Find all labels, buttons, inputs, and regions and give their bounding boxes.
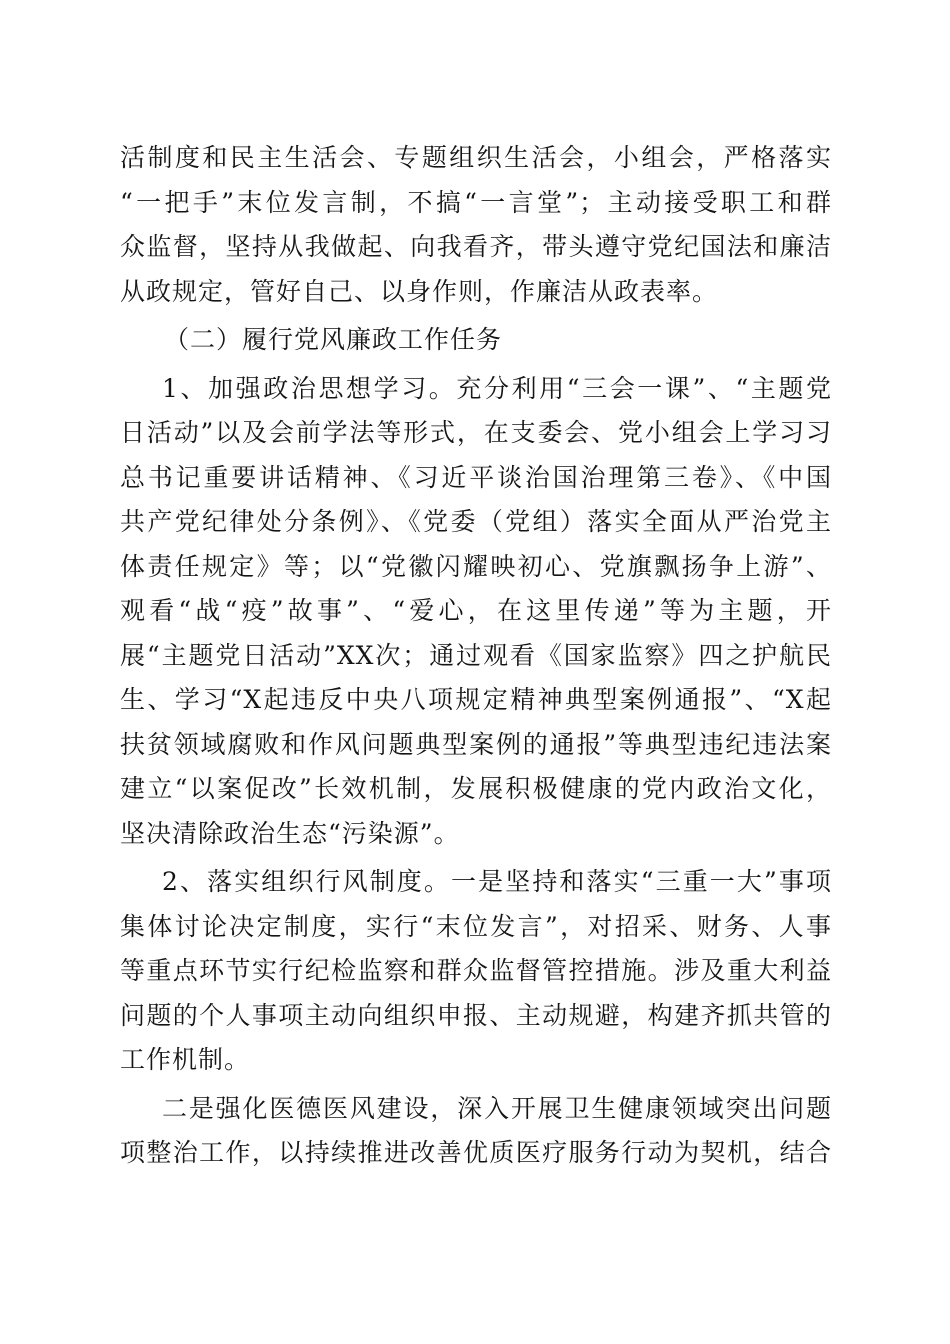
text-line: 项整治工作，以持续推进改善优质医疗服务行动为契机，结合 (120, 1138, 832, 1167)
document-body (120, 136, 832, 1180)
paragraph-item-1 (120, 367, 832, 857)
text-line: 生、学习“X起违反中央八项规定精神典型案例通报”、“X起 (120, 685, 832, 714)
text-line: 体责任规定》等；以“党徽闪耀映初心、党旗飘扬争上游”、 (120, 551, 832, 581)
paragraph-item-2-sub (120, 1087, 832, 1176)
text-line: 从政规定，管好自己、以身作则，作廉洁从政表率。 (120, 276, 719, 306)
text-line: “一把手”末位发言制，不搞“一言堂”；主动接受职工和群 (120, 187, 832, 217)
text-line: 等重点环节实行纪检监察和群众监督管控措施。涉及重大利益 (120, 956, 832, 985)
text-line: 二是强化医德医风建设，深入开展卫生健康领域突出问题 (162, 1093, 832, 1123)
text-line: 集体讨论决定制度，实行“末位发言”，对招采、财务、人事 (120, 911, 832, 941)
text-line: 扶贫领域腐败和作风问题典型案例的通报”等典型违纪违法案 (120, 729, 832, 759)
text-line: 日活动”以及会前学法等形式，在支委会、党小组会上学习习 (120, 418, 832, 447)
text-line: 总书记重要讲话精神、《习近平谈治国治理第三卷》、《中国 (120, 462, 832, 492)
text-line: 工作机制。 (120, 1045, 251, 1074)
text-line: 问题的个人事项主动向组织申报、主动规避，构建齐抓共管的 (120, 1000, 832, 1030)
text-line: 展“主题党日活动”XX次；通过观看《国家监察》四之护航民 (120, 640, 832, 670)
text-line: 活制度和民主生活会、专题组织生活会，小组会，严格落实 (120, 143, 832, 172)
section-heading: （二）履行党风廉政工作任务 (164, 325, 503, 354)
text-line: 共产党纪律处分条例》、《党委（党组）落实全面从严治党主 (120, 507, 832, 536)
text-line: 观看“战“疫”故事”、“爱心，在这里传递”等为主题，开 (120, 596, 832, 625)
paragraph-item-2 (120, 860, 832, 1083)
text-line: 坚决清除政治生态“污染源”。 (120, 818, 460, 848)
paragraph-continued (120, 136, 832, 314)
text-line: 2、落实组织行风制度。一是坚持和落实“三重一大”事项 (162, 867, 832, 896)
text-line: 1、加强政治思想学习。充分利用“三会一课”、“主题党 (162, 373, 832, 403)
text-line: 众监督，坚持从我做起、向我看齐，带头遵守党纪国法和廉洁 (120, 232, 832, 261)
text-line: 建立“以案促改”长效机制，发展积极健康的党内政治文化， (120, 774, 832, 803)
